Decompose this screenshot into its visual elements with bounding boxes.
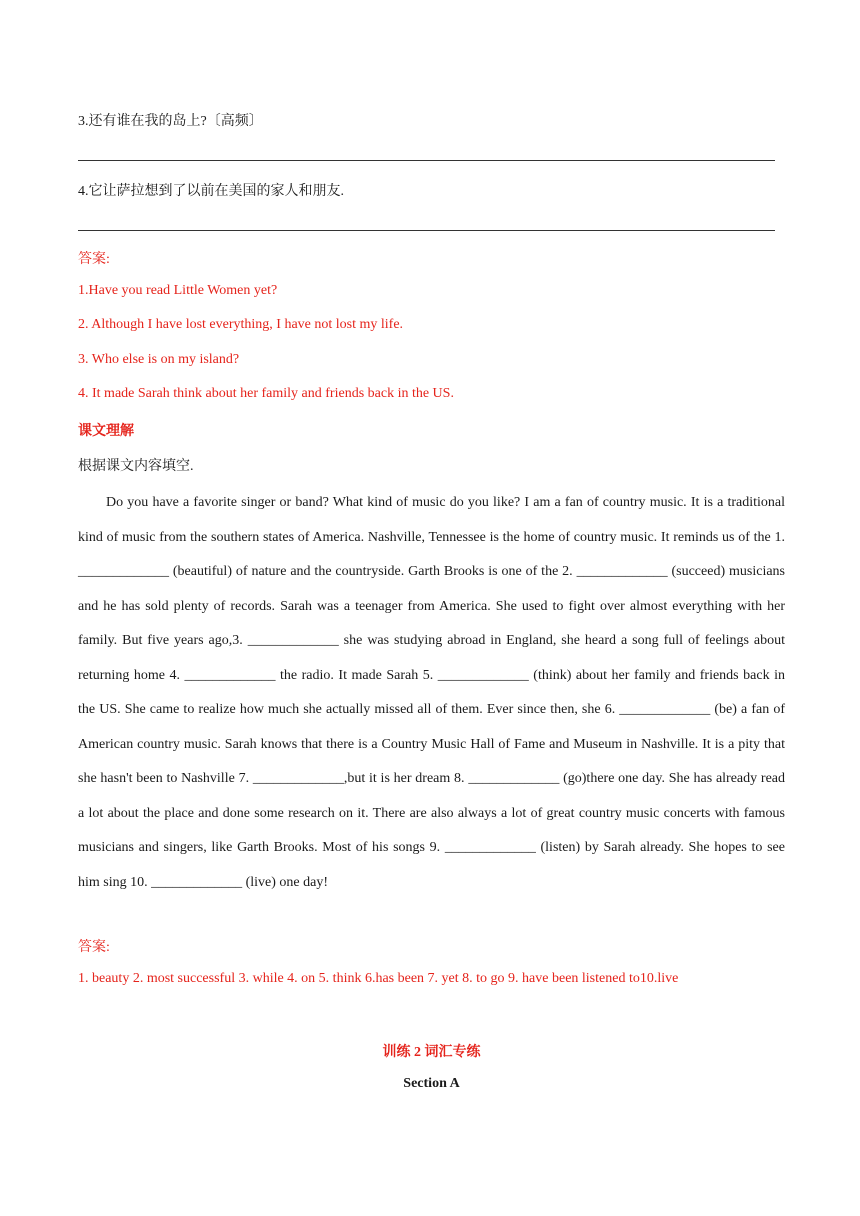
answer-1: 1.Have you read Little Women yet? bbox=[78, 283, 278, 298]
cloze-answers: 1. beauty 2. most successful 3. while 4. on 5. think 6.has been 7. yet 8. to go 9. have been listened to10.live bbox=[78, 971, 679, 986]
section-heading: 课文理解 bbox=[78, 424, 134, 439]
answer-blank-line-3 bbox=[78, 160, 775, 161]
answer-blank-line-4 bbox=[78, 230, 775, 231]
question-4: 4.它让萨拉想到了以前在美国的家人和朋友. bbox=[78, 184, 344, 199]
training-title: 训练 2 词汇专练 bbox=[382, 1045, 481, 1060]
section-instruction: 根据课文内容填空. bbox=[78, 459, 194, 474]
answer-label-2: 答案: bbox=[78, 940, 110, 955]
section-a-title: Section A bbox=[403, 1076, 460, 1091]
answer-4: 4. It made Sarah think about her family and friends back in the US. bbox=[78, 386, 454, 401]
answer-3: 3. Who else is on my island? bbox=[78, 352, 240, 367]
cloze-passage: Do you have a favorite singer or band? What kind of music do you like? I am a fan of country music. It is a traditional kind of music from the southern states of America. Nashville, Tennessee is the home of country music. It reminds us of the 1. _____________ (beautiful) of nature and the countryside. Garth Brooks is one of the 2. _____________ (succeed) musicians and he has sold plenty of records. Sarah was a teenager from America. She used to fight over almost everything with her family. But five years ago,3. _____________ she was studying abroad in England, she heard a song full of feelings about returning home 4. _____________ the radio. It made Sarah 5. _____________ (think) about her family and friends back in the US. She came to realize how much she actually missed all of them. Ever since then, she 6. _____________ (be) a fan of American country music. Sarah knows that there is a Country Music Hall of Fame and Museum in Nashville. It is a pity that she hasn't been to Nashville 7. _____________,but it is her dream 8. _____________ (go)there one day. She has already read a lot about the place and done some research on it. There are also always a lot of great country music concerts with famous musicians and singers, like Garth Brooks. Most of his songs 9. _____________ (listen) by Sarah already. She hopes to see him sing 10. _____________ (live) one day! bbox=[78, 495, 785, 890]
answer-2: 2. Although I have lost everything, I have not lost my life. bbox=[78, 317, 404, 332]
question-3: 3.还有谁在我的岛上?〔高频〕 bbox=[78, 114, 263, 129]
answer-label: 答案: bbox=[78, 252, 110, 267]
